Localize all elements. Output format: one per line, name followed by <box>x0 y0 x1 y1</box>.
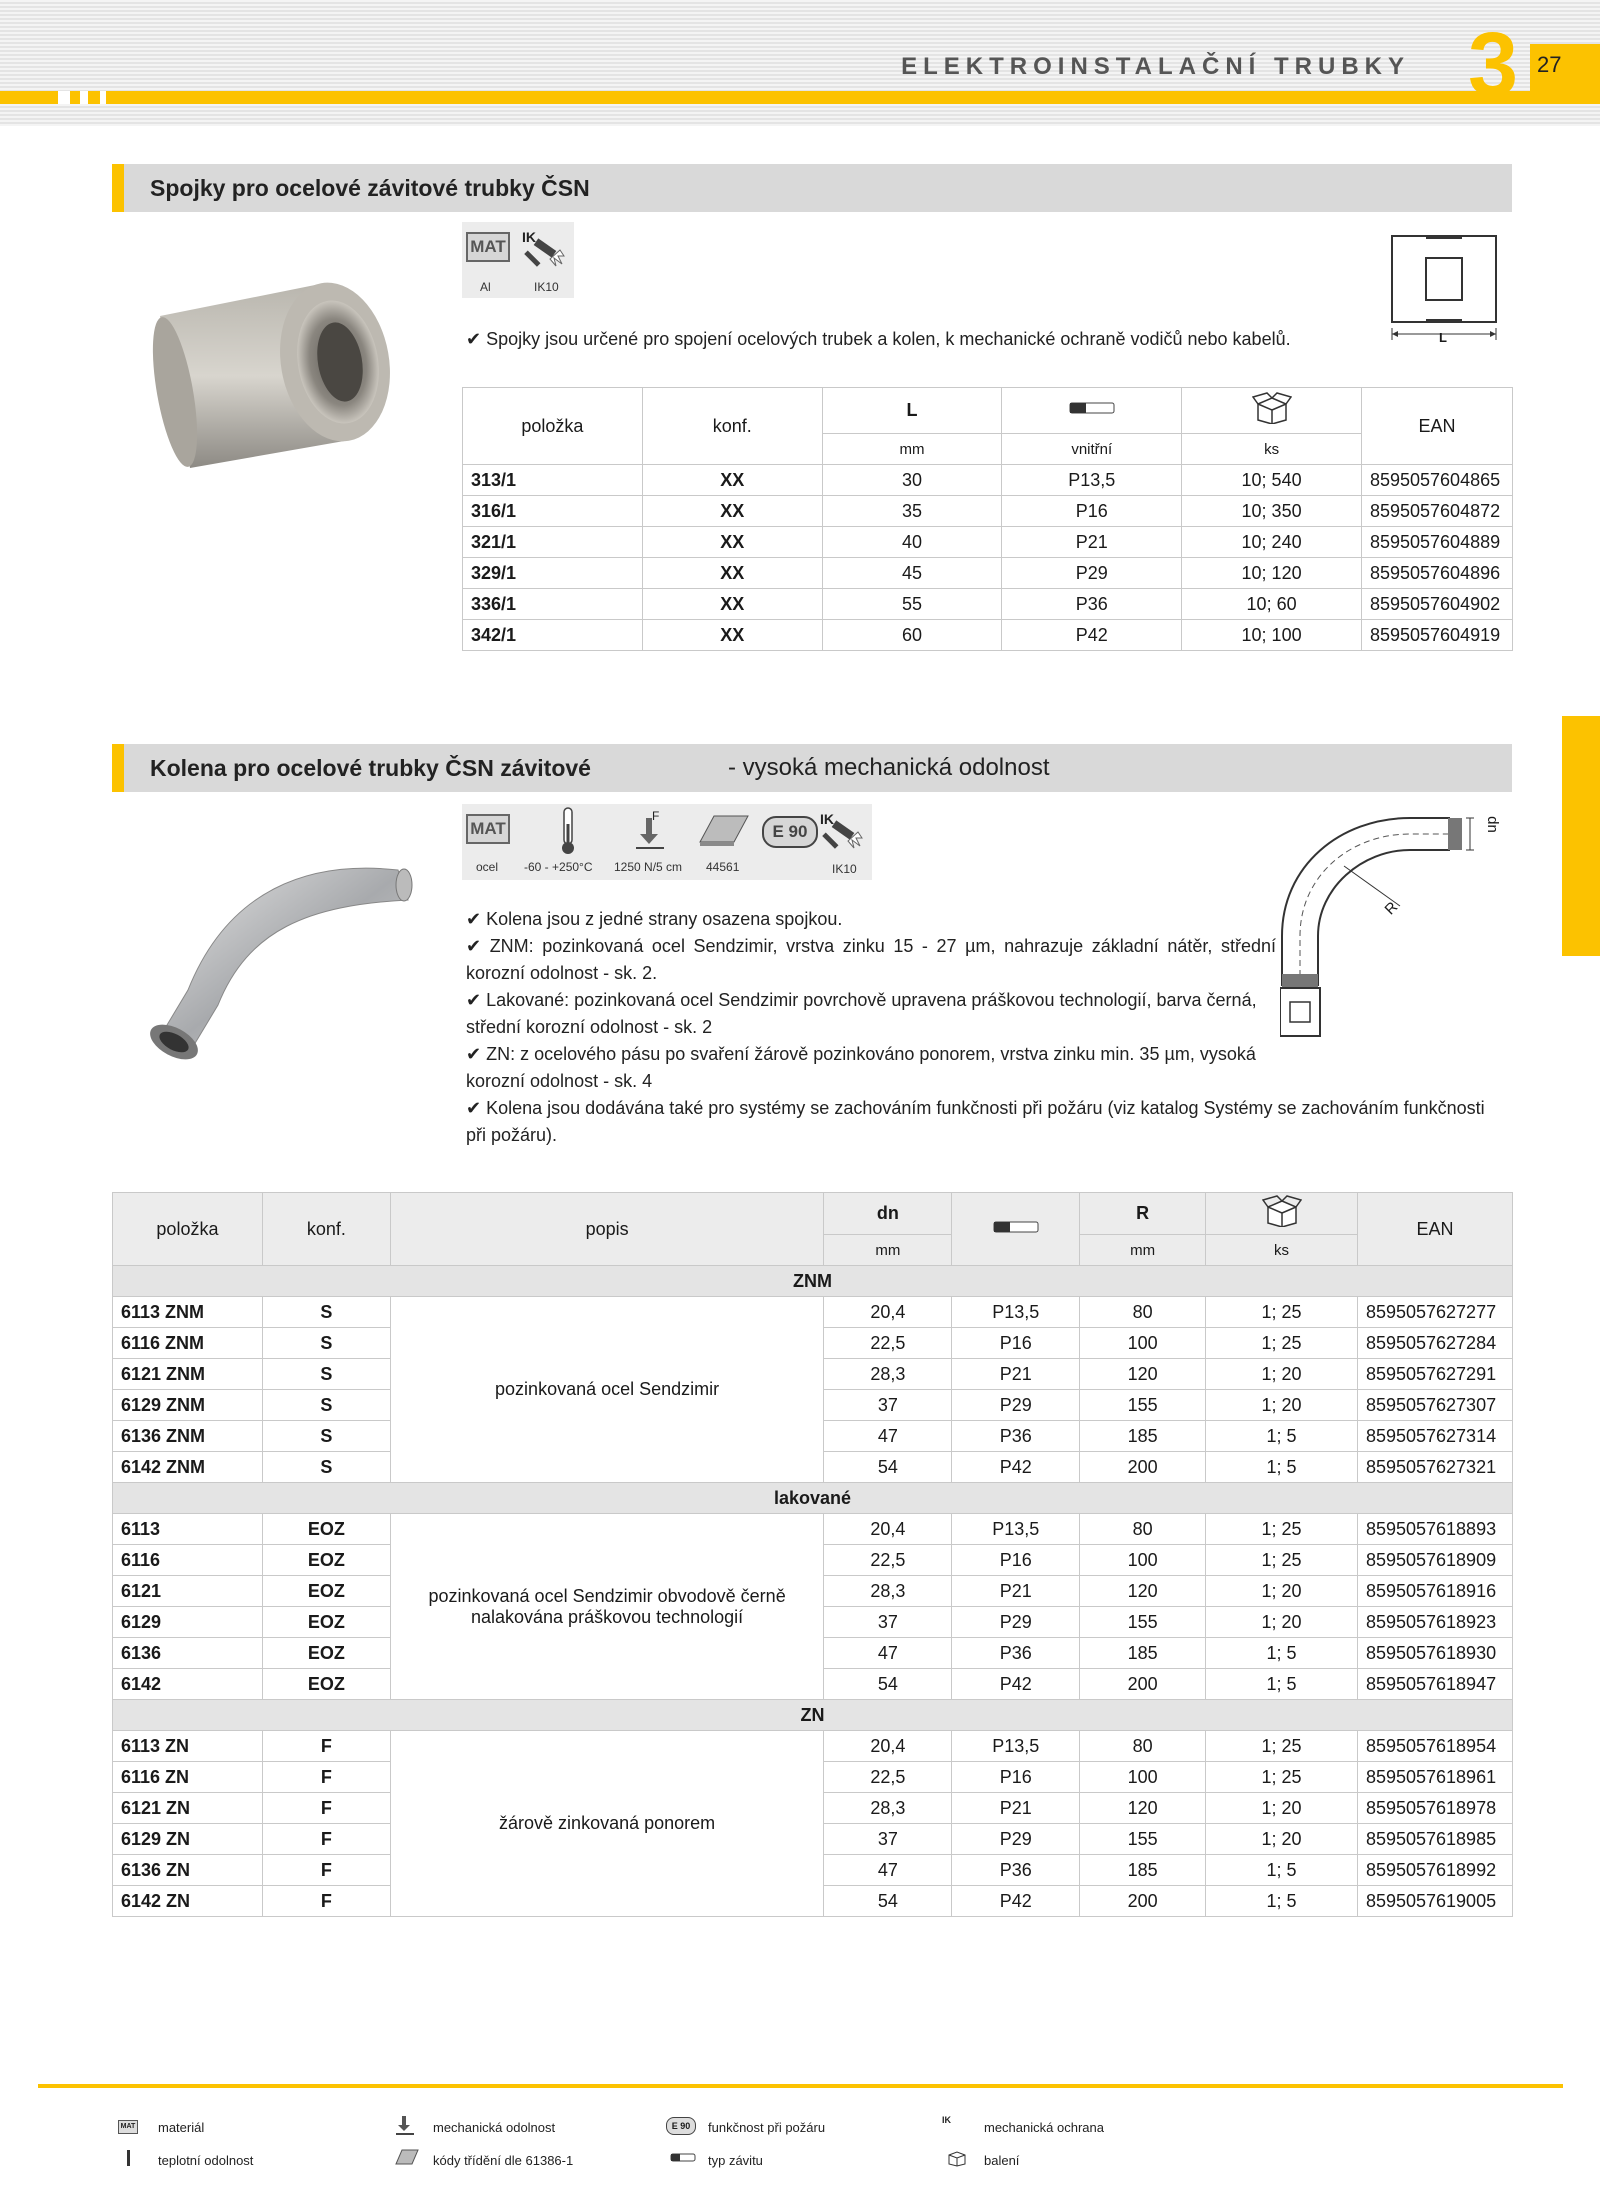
cell-item: 321/1 <box>463 527 643 558</box>
cell-item: 316/1 <box>463 496 643 527</box>
cell-dn: 37 <box>824 1390 952 1421</box>
cell-ean: 8595057618992 <box>1357 1855 1512 1886</box>
cell-conf: XX <box>642 558 822 589</box>
cell-thread: P13,5 <box>952 1731 1080 1762</box>
cell-pack: 1; 5 <box>1206 1638 1358 1669</box>
cell-pack: 1; 5 <box>1206 1421 1358 1452</box>
unit-r: mm <box>1080 1235 1206 1266</box>
classification-code-icon <box>698 812 750 848</box>
section-title: Kolena pro ocelové trubky ČSN závitové <box>150 755 591 781</box>
cell-ean: 8595057627307 <box>1357 1390 1512 1421</box>
cell-ean: 8595057627314 <box>1357 1421 1512 1452</box>
cell-r: 185 <box>1080 1638 1206 1669</box>
elbow-description <box>466 908 1511 1151</box>
cell-ean: 8595057618909 <box>1357 1545 1512 1576</box>
cell-conf: XX <box>642 496 822 527</box>
cell-conf: F <box>262 1731 390 1762</box>
cell-pack: 1; 25 <box>1206 1328 1358 1359</box>
bullet-continuation: korozní odolnost - sk. 4 <box>466 1071 653 1091</box>
fire-function-e90-icon: E 90 <box>666 2117 696 2135</box>
cell-l: 45 <box>822 558 1002 589</box>
cell-pack: 1; 20 <box>1206 1607 1358 1638</box>
cell-pack: 1; 20 <box>1206 1824 1358 1855</box>
table-row <box>463 465 1513 496</box>
group-title: ZN <box>113 1700 1513 1731</box>
cell-item: 6142 ZN <box>113 1886 263 1917</box>
cell-dn: 47 <box>824 1638 952 1669</box>
property-icons <box>462 804 872 880</box>
cell-thread: P42 <box>1002 620 1182 651</box>
cell-dn: 28,3 <box>824 1576 952 1607</box>
thread-type-icon <box>993 1219 1039 1235</box>
compression-force-icon <box>636 808 666 852</box>
cell-thread: P21 <box>952 1359 1080 1390</box>
svg-text:F: F <box>652 809 660 823</box>
cell-r: 155 <box>1080 1607 1206 1638</box>
cell-ean: 8595057618954 <box>1357 1731 1512 1762</box>
table-header-row <box>463 388 1513 434</box>
cell-dn: 22,5 <box>824 1328 952 1359</box>
cell-r: 80 <box>1080 1731 1206 1762</box>
impact-caption: IK10 <box>534 280 559 294</box>
bullet-item: ✔ ZN: z ocelového pásu po svaření žárově pozinkováno ponorem, vrstva zinku min. 35 µm, vysoká <box>466 1044 1256 1064</box>
cell-dn: 22,5 <box>824 1545 952 1576</box>
cell-pack: 1; 5 <box>1206 1855 1358 1886</box>
bullet-continuation: korozní odolnost - sk. 2. <box>466 963 658 983</box>
col-header-thread <box>1002 388 1182 434</box>
col-header-thread <box>952 1193 1080 1266</box>
cell-ean: 8595057604872 <box>1361 496 1512 527</box>
check-icon: ✔ <box>466 909 482 929</box>
legend-fire-function: funkčnost při požáru <box>708 2120 826 2135</box>
coupling-table <box>462 387 1513 651</box>
cell-ean: 8595057618916 <box>1357 1576 1512 1607</box>
cell-item: 6129 ZNM <box>113 1390 263 1421</box>
cell-dn: 47 <box>824 1855 952 1886</box>
legend-material: materiál <box>158 2120 205 2135</box>
cell-dn: 54 <box>824 1669 952 1700</box>
group-header-row <box>113 1483 1513 1514</box>
check-icon: ✔ <box>466 329 482 349</box>
unit-thread: vnitřní <box>1002 434 1182 465</box>
cell-pack: 10; 100 <box>1182 620 1362 651</box>
cell-conf: EOZ <box>262 1607 390 1638</box>
group-header-row <box>113 1266 1513 1297</box>
impact-caption: IK10 <box>832 862 857 876</box>
col-header-conf: konf. <box>262 1193 390 1266</box>
cell-pack: 10; 350 <box>1182 496 1362 527</box>
legend-temperature: teplotní odolnost <box>158 2153 254 2168</box>
table-header-row <box>113 1193 1513 1235</box>
cell-r: 200 <box>1080 1669 1206 1700</box>
cell-item: 6142 ZNM <box>113 1452 263 1483</box>
cell-ean: 8595057619005 <box>1357 1886 1512 1917</box>
cell-thread: P21 <box>952 1793 1080 1824</box>
bullet-item: ✔ Kolena jsou z jedné strany osazena spojkou. <box>466 909 843 929</box>
section-subtitle: - vysoká mechanická odolnost <box>728 754 1050 781</box>
cell-ean: 8595057618978 <box>1357 1793 1512 1824</box>
cell-thread: P29 <box>952 1390 1080 1421</box>
compression-force-icon <box>394 2114 416 2136</box>
cell-item: 6113 ZNM <box>113 1297 263 1328</box>
property-icons <box>462 222 574 298</box>
cell-ean: 8595057618961 <box>1357 1762 1512 1793</box>
svg-text:IK: IK <box>522 229 536 245</box>
svg-text:IK: IK <box>820 811 834 827</box>
cell-thread: P16 <box>1002 496 1182 527</box>
cell-ean: 8595057618923 <box>1357 1607 1512 1638</box>
cell-conf: XX <box>642 620 822 651</box>
material-icon: MAT <box>466 232 510 262</box>
col-header-pack <box>1182 388 1362 434</box>
cell-r: 185 <box>1080 1421 1206 1452</box>
chapter-side-tab <box>1562 716 1600 956</box>
legend-mechanical-protection: mechanická ochrana <box>984 2120 1104 2135</box>
cell-conf: S <box>262 1328 390 1359</box>
cell-item: 6121 <box>113 1576 263 1607</box>
cell-item: 6142 <box>113 1669 263 1700</box>
coupling-product-photo <box>150 254 400 474</box>
cell-pack: 1; 20 <box>1206 1390 1358 1421</box>
page-number: 27 <box>1537 52 1562 77</box>
bullet-continuation: při požáru). <box>466 1125 558 1145</box>
col-header-item: položka <box>463 388 643 465</box>
col-header-desc: popis <box>390 1193 824 1266</box>
cell-thread: P29 <box>1002 558 1182 589</box>
cell-dn: 28,3 <box>824 1793 952 1824</box>
cell-l: 40 <box>822 527 1002 558</box>
classification-code-icon <box>394 2148 420 2168</box>
cell-dn: 22,5 <box>824 1762 952 1793</box>
section-header-couplings <box>112 164 1512 212</box>
cell-pack: 1; 25 <box>1206 1762 1358 1793</box>
dimension-label-dn: dn <box>1483 816 1501 833</box>
impact-hammer-icon: IK <box>942 2115 951 2125</box>
cell-l: 35 <box>822 496 1002 527</box>
cell-r: 120 <box>1080 1793 1206 1824</box>
cell-item: 6136 ZNM <box>113 1421 263 1452</box>
legend-packaging: balení <box>984 2153 1020 2168</box>
material-icon: MAT <box>466 814 510 844</box>
section-title: Spojky pro ocelové závitové trubky ČSN <box>150 175 590 201</box>
unit-l: mm <box>822 434 1002 465</box>
cell-dn: 28,3 <box>824 1359 952 1390</box>
cell-conf: F <box>262 1762 390 1793</box>
cell-thread: P36 <box>952 1421 1080 1452</box>
cell-r: 155 <box>1080 1824 1206 1855</box>
cell-ean: 8595057618947 <box>1357 1669 1512 1700</box>
cell-l: 55 <box>822 589 1002 620</box>
cell-item: 6136 ZN <box>113 1855 263 1886</box>
cell-ean: 8595057604865 <box>1361 465 1512 496</box>
cell-ean: 8595057618893 <box>1357 1514 1512 1545</box>
cell-conf: S <box>262 1297 390 1328</box>
cell-pack: 10; 60 <box>1182 589 1362 620</box>
col-header-pack <box>1206 1193 1358 1235</box>
cell-pack: 1; 25 <box>1206 1514 1358 1545</box>
cell-conf: F <box>262 1824 390 1855</box>
group-title: ZNM <box>113 1266 1513 1297</box>
cell-ean: 8595057618985 <box>1357 1824 1512 1855</box>
cell-item: 6113 <box>113 1514 263 1545</box>
cell-r: 185 <box>1080 1855 1206 1886</box>
cell-ean: 8595057604902 <box>1361 589 1512 620</box>
cell-conf: EOZ <box>262 1514 390 1545</box>
cell-conf: S <box>262 1421 390 1452</box>
impact-hammer-icon <box>520 226 568 270</box>
cell-thread: P36 <box>1002 589 1182 620</box>
cell-r: 155 <box>1080 1390 1206 1421</box>
col-header-conf: konf. <box>642 388 822 465</box>
cell-ean: 8595057618930 <box>1357 1638 1512 1669</box>
cell-thread: P36 <box>952 1638 1080 1669</box>
cell-conf: EOZ <box>262 1669 390 1700</box>
cell-dn: 47 <box>824 1421 952 1452</box>
cell-l: 60 <box>822 620 1002 651</box>
cell-l: 30 <box>822 465 1002 496</box>
legend-thread-type: typ závitu <box>708 2153 763 2168</box>
thread-type-icon <box>670 2152 696 2164</box>
cell-r: 80 <box>1080 1514 1206 1545</box>
cell-item: 6116 ZN <box>113 1762 263 1793</box>
temperature-caption: -60 - +250°C <box>524 860 593 874</box>
cell-conf: XX <box>642 527 822 558</box>
bullet-item: ✔ Lakované: pozinkovaná ocel Sendzimir povrchově upravena práškovou technologií, barva černá, <box>466 990 1257 1010</box>
cell-ean: 8595057604919 <box>1361 620 1512 651</box>
thread-type-icon <box>1069 400 1115 416</box>
col-header-item: položka <box>113 1193 263 1266</box>
cell-pack: 1; 20 <box>1206 1359 1358 1390</box>
cell-dn: 54 <box>824 1452 952 1483</box>
cell-item: 6113 ZN <box>113 1731 263 1762</box>
force-caption: 1250 N/5 cm <box>614 860 683 874</box>
cell-thread: P21 <box>1002 527 1182 558</box>
cell-thread: P13,5 <box>1002 465 1182 496</box>
cell-pack: 1; 20 <box>1206 1576 1358 1607</box>
cell-thread: P16 <box>952 1762 1080 1793</box>
unit-pack: ks <box>1206 1235 1358 1266</box>
col-header-ean: EAN <box>1361 388 1512 465</box>
material-caption: Al <box>480 280 491 294</box>
cell-pack: 10; 240 <box>1182 527 1362 558</box>
cell-conf: XX <box>642 465 822 496</box>
cell-thread: P21 <box>952 1576 1080 1607</box>
header-bar-gap <box>80 91 88 104</box>
cell-pack: 1; 5 <box>1206 1452 1358 1483</box>
unit-dn: mm <box>824 1235 952 1266</box>
cell-pack: 1; 25 <box>1206 1545 1358 1576</box>
cell-dn: 20,4 <box>824 1731 952 1762</box>
cell-pack: 10; 540 <box>1182 465 1362 496</box>
cell-conf: F <box>262 1855 390 1886</box>
bullet-item: ✔ ZNM: pozinkovaná ocel Sendzimir, vrstva zinku 15 - 27 µm, nahrazuje základní nátěr, střední <box>466 936 1276 956</box>
cell-item: 6129 ZN <box>113 1824 263 1855</box>
thermometer-icon <box>127 2150 130 2166</box>
cell-item: 6129 <box>113 1607 263 1638</box>
cell-thread: P16 <box>952 1328 1080 1359</box>
cell-conf: EOZ <box>262 1576 390 1607</box>
check-icon: ✔ <box>466 990 482 1010</box>
cell-item: 6121 ZNM <box>113 1359 263 1390</box>
cell-r: 100 <box>1080 1545 1206 1576</box>
cell-r: 100 <box>1080 1762 1206 1793</box>
dimension-label-l: L <box>1439 330 1447 345</box>
table-row <box>463 620 1513 651</box>
cell-dn: 37 <box>824 1824 952 1855</box>
cell-item: 6116 <box>113 1545 263 1576</box>
cell-ean: 8595057604889 <box>1361 527 1512 558</box>
col-header-dn: dn <box>824 1193 952 1235</box>
cell-thread: P42 <box>952 1669 1080 1700</box>
cell-r: 120 <box>1080 1359 1206 1390</box>
cell-thread: P42 <box>952 1452 1080 1483</box>
material-icon: MAT <box>118 2120 138 2134</box>
elbow-product-photo <box>108 850 428 1070</box>
table-row <box>113 1297 1513 1328</box>
cell-pack: 1; 25 <box>1206 1731 1358 1762</box>
cell-ean: 8595057627291 <box>1357 1359 1512 1390</box>
dimension-label-r: R <box>1381 898 1402 919</box>
header-bar-gap <box>100 91 106 104</box>
package-box-icon <box>946 2148 968 2168</box>
cell-pack: 1; 5 <box>1206 1886 1358 1917</box>
cell-r: 100 <box>1080 1328 1206 1359</box>
cell-thread: P13,5 <box>952 1297 1080 1328</box>
cell-ean: 8595057604896 <box>1361 558 1512 589</box>
check-icon: ✔ <box>466 936 482 956</box>
cell-description: žárově zinkovaná ponorem <box>390 1731 824 1917</box>
cell-description: pozinkovaná ocel Sendzimir <box>390 1297 824 1483</box>
cell-item: 6121 ZN <box>113 1793 263 1824</box>
cell-dn: 20,4 <box>824 1514 952 1545</box>
cell-thread: P16 <box>952 1545 1080 1576</box>
col-header-r: R <box>1080 1193 1206 1235</box>
col-header-l: L <box>822 388 1002 434</box>
cell-conf: S <box>262 1359 390 1390</box>
package-box-icon <box>1252 392 1292 424</box>
cell-pack: 1; 25 <box>1206 1297 1358 1328</box>
cell-thread: P36 <box>952 1855 1080 1886</box>
coupling-description <box>466 328 1291 350</box>
cell-conf: F <box>262 1793 390 1824</box>
group-header-row <box>113 1700 1513 1731</box>
table-row <box>463 558 1513 589</box>
check-icon: ✔ <box>466 1044 482 1064</box>
unit-pack: ks <box>1182 434 1362 465</box>
header-accent-bar <box>0 91 1600 104</box>
table-row <box>113 1731 1513 1762</box>
check-icon: ✔ <box>466 1098 482 1118</box>
impact-hammer-icon <box>818 808 866 852</box>
cell-conf: S <box>262 1452 390 1483</box>
cell-thread: P29 <box>952 1824 1080 1855</box>
cell-pack: 10; 120 <box>1182 558 1362 589</box>
description-text: Spojky jsou určené pro spojení ocelových trubek a kolen, k mechanické ochraně vodičů nebo kabelů. <box>486 329 1291 349</box>
cell-item: 342/1 <box>463 620 643 651</box>
col-header-ean: EAN <box>1357 1193 1512 1266</box>
cell-ean: 8595057627284 <box>1357 1328 1512 1359</box>
cell-dn: 37 <box>824 1607 952 1638</box>
cell-ean: 8595057627277 <box>1357 1297 1512 1328</box>
cell-r: 200 <box>1080 1452 1206 1483</box>
fire-function-e90-icon: E 90 <box>762 816 818 848</box>
cell-item: 336/1 <box>463 589 643 620</box>
cell-r: 120 <box>1080 1576 1206 1607</box>
cell-item: 6136 <box>113 1638 263 1669</box>
table-row <box>463 589 1513 620</box>
cell-item: 313/1 <box>463 465 643 496</box>
cell-pack: 1; 20 <box>1206 1793 1358 1824</box>
cell-thread: P42 <box>952 1886 1080 1917</box>
cell-r: 80 <box>1080 1297 1206 1328</box>
cell-conf: F <box>262 1886 390 1917</box>
class-caption: 44561 <box>706 860 740 874</box>
cell-conf: S <box>262 1390 390 1421</box>
group-title: lakované <box>113 1483 1513 1514</box>
table-row <box>463 496 1513 527</box>
header-bar-gap <box>58 91 70 104</box>
cell-description: pozinkovaná ocel Sendzimir obvodově černě nalakována práškovou technologií <box>390 1514 824 1700</box>
thermometer-icon <box>558 806 578 856</box>
legend-classification-codes: kódy třídění dle 61386-1 <box>433 2153 574 2168</box>
section-header-elbows <box>112 744 1512 792</box>
elbow-table <box>112 1192 1513 1917</box>
cell-thread: P13,5 <box>952 1514 1080 1545</box>
cell-thread: P29 <box>952 1607 1080 1638</box>
bullet-item: ✔ Kolena jsou dodávána také pro systémy se zachováním funkčnosti při požáru (viz katalog Systémy se zachováním funkčnosti <box>466 1098 1485 1118</box>
footer-accent-line <box>38 2084 1563 2088</box>
legend-mechanical-resistance: mechanická odolnost <box>433 2120 556 2135</box>
chapter-number: 3 <box>1468 15 1519 115</box>
package-box-icon <box>1262 1195 1302 1227</box>
table-row <box>463 527 1513 558</box>
cell-dn: 20,4 <box>824 1297 952 1328</box>
material-caption: ocel <box>476 860 499 874</box>
cell-item: 6116 ZNM <box>113 1328 263 1359</box>
cell-ean: 8595057627321 <box>1357 1452 1512 1483</box>
cell-conf: XX <box>642 589 822 620</box>
cell-r: 200 <box>1080 1886 1206 1917</box>
cell-conf: EOZ <box>262 1545 390 1576</box>
cell-conf: EOZ <box>262 1638 390 1669</box>
cell-pack: 1; 5 <box>1206 1669 1358 1700</box>
catalog-section-title: ELEKTROINSTALAČNÍ TRUBKY <box>901 53 1410 80</box>
bullet-continuation: střední korozní odolnost - sk. 2 <box>466 1017 713 1037</box>
cell-item: 329/1 <box>463 558 643 589</box>
cell-dn: 54 <box>824 1886 952 1917</box>
table-row <box>113 1514 1513 1545</box>
